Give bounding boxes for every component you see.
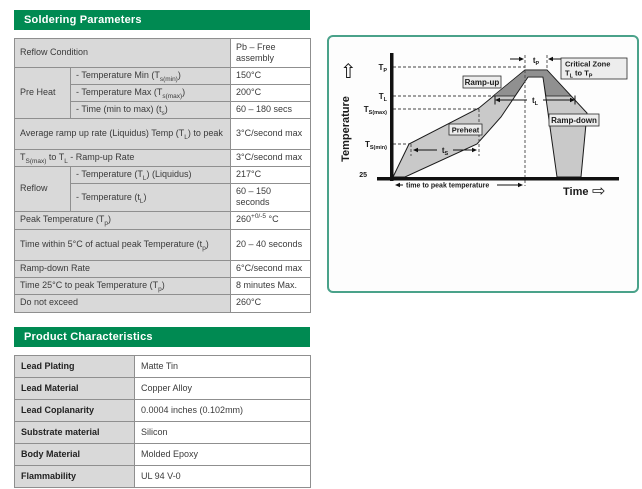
arrowhead xyxy=(548,57,553,61)
table-row xyxy=(15,150,311,167)
row-value: Copper Alloy xyxy=(135,378,311,400)
table-row xyxy=(15,260,311,277)
row-value: Silicon xyxy=(135,422,311,444)
table-row xyxy=(15,294,311,312)
row-label: Ramp-down Rate xyxy=(15,260,231,277)
table-row xyxy=(15,229,311,260)
table-row xyxy=(15,466,311,488)
time-to-peak-label: time to peak temperature xyxy=(406,182,490,190)
row-value: Pb – Free assembly xyxy=(231,39,311,68)
critical-zone-label-line2: $T_L$ to $T_P$ xyxy=(565,68,593,80)
row-value: 200°C xyxy=(231,85,311,102)
table-row xyxy=(15,39,311,68)
soldering-parameters-header xyxy=(14,10,310,30)
row-label: Lead Plating xyxy=(15,356,135,378)
row-label: Do not exceed xyxy=(15,294,231,312)
row-label: - Temperature Max $(T_{s(max)})$ xyxy=(71,85,231,102)
row-value: 0.0004 inches (0.102mm) xyxy=(135,400,311,422)
product-characteristics-header xyxy=(14,327,310,347)
row-label: Average ramp up rate (Liquidus) Temp $(T_L)$ to peak xyxy=(15,119,231,150)
row-value: Matte Tin xyxy=(135,356,311,378)
table-row xyxy=(15,119,311,150)
table-row xyxy=(15,378,311,400)
critical-zone-area xyxy=(493,70,571,96)
row-value: 3°C/second max xyxy=(231,119,311,150)
span-label-tl: $t_L$ xyxy=(531,96,539,107)
row-label: - Time (min to max) $(t_s)$ xyxy=(71,102,231,119)
row-label: - Temperature $(T_L)$ (Liquidus) xyxy=(71,167,231,184)
preheat-label: Preheat xyxy=(451,125,480,135)
section-title: Product Characteristics xyxy=(24,331,153,343)
row-group-label: Reflow xyxy=(15,167,71,212)
table-row xyxy=(15,211,311,229)
tick-label-tp: $T_P$ xyxy=(378,63,387,74)
table-row xyxy=(15,356,311,378)
row-group-label: Pre Heat xyxy=(15,68,71,119)
arrowhead xyxy=(518,183,523,187)
arrowhead xyxy=(519,57,524,61)
y-axis xyxy=(390,53,394,181)
row-value: 150°C xyxy=(231,68,311,85)
row-label: - Temperature $(t_L)$ xyxy=(71,184,231,212)
product-characteristics-table xyxy=(14,355,311,488)
tick-label-tsmax: $T_{S(max)}$ xyxy=(363,105,387,116)
row-label: Flammability xyxy=(15,466,135,488)
row-label: Lead Material xyxy=(15,378,135,400)
tick-label-tsmin: $T_{S(min)}$ xyxy=(364,140,387,151)
row-label: Reflow Condition xyxy=(15,39,231,68)
row-value: Molded Epoxy xyxy=(135,444,311,466)
span-label-ts: $t_S$ xyxy=(441,146,449,157)
row-label: Peak Temperature $(T_p)$ xyxy=(15,211,231,229)
row-label: Substrate material xyxy=(15,422,135,444)
row-label: $T_{S(max)}$ to $T_L$ - Ramp-up Rate xyxy=(15,150,231,167)
row-value: 3°C/second max xyxy=(231,150,311,167)
row-value: 20 – 40 seconds xyxy=(231,229,311,260)
table-row xyxy=(15,68,311,85)
span-label-tp: $t_P$ xyxy=(532,56,540,67)
tick-label-tl: $T_L$ xyxy=(378,92,387,103)
section-title: Soldering Parameters xyxy=(24,14,142,26)
row-value: 60 – 150 seconds xyxy=(231,184,311,212)
row-label: Time within 5°C of actual peak Temperature $(t_p)$ xyxy=(15,229,231,260)
table-row xyxy=(15,400,311,422)
row-value: 60 – 180 secs xyxy=(231,102,311,119)
row-value: UL 94 V-0 xyxy=(135,466,311,488)
table-row xyxy=(15,167,311,184)
row-label: Time 25°C to peak Temperature $(T_p)$ xyxy=(15,277,231,294)
table-row xyxy=(15,444,311,466)
temperature-axis-label: Temperature xyxy=(340,96,352,162)
right-arrow-icon: ⇨ xyxy=(592,183,606,200)
critical-zone-label-line1: Critical Zone xyxy=(565,59,611,69)
ramp-up-label: Ramp-up xyxy=(464,78,500,87)
table-row xyxy=(15,422,311,444)
row-value: $260^{+0/-5}$ °C xyxy=(231,211,311,229)
product-characteristics-section xyxy=(14,327,310,488)
row-value: 6°C/second max xyxy=(231,260,311,277)
row-label: - Temperature Min $(T_{s(min)})$ xyxy=(71,68,231,85)
tick-label-25: 25 xyxy=(359,172,367,179)
arrowhead xyxy=(472,148,477,152)
row-value: 217°C xyxy=(231,167,311,184)
reflow-profile-diagram xyxy=(327,35,639,293)
x-axis xyxy=(377,177,619,181)
arrowhead xyxy=(395,183,400,187)
row-value: 260°C xyxy=(231,294,311,312)
ramp-down-label: Ramp-down xyxy=(551,116,597,125)
soldering-parameters-table xyxy=(14,38,311,313)
table-row xyxy=(15,277,311,294)
time-axis-label: Time xyxy=(563,186,589,198)
row-label: Lead Coplanarity xyxy=(15,400,135,422)
row-value: 8 minutes Max. xyxy=(231,277,311,294)
up-arrow-icon: ⇧ xyxy=(340,61,357,83)
soldering-parameters-section xyxy=(14,10,310,313)
row-label: Body Material xyxy=(15,444,135,466)
